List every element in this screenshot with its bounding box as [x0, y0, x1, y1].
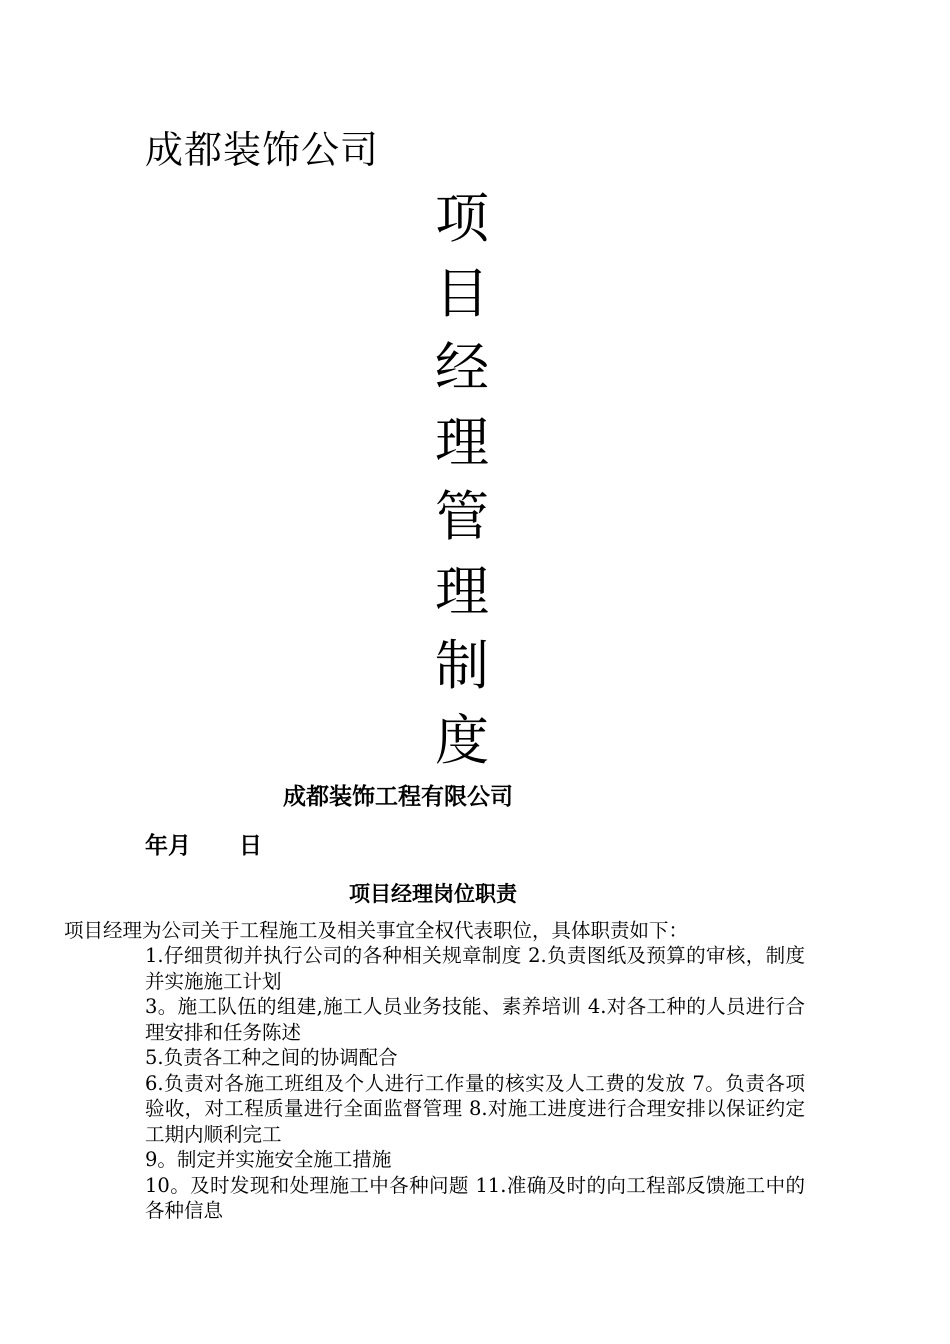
title-char: 经: [435, 336, 489, 399]
title-char: 理: [435, 410, 489, 474]
title-char: 管: [435, 485, 489, 548]
issuing-company: 成都装饰工程有限公司: [283, 784, 513, 810]
intro-paragraph: 项目经理为公司关于工程施工及相关事宜全权代表职位，具体职责如下：: [64, 919, 689, 942]
title-char: 目: [435, 261, 489, 325]
title-char: 项: [435, 187, 489, 250]
company-header: 成都装饰公司: [145, 128, 380, 172]
duty-item: 5.负责各工种之间的协调配合: [145, 1046, 398, 1069]
document-title-vertical: [430, 182, 494, 778]
duty-item: 1.仔细贯彻并执行公司的各种相关规章制度 2.负责图纸及预算的审核，制度并实施施工计划: [145, 944, 805, 993]
title-char: 制: [435, 634, 489, 697]
duty-item: 10。及时发现和处理施工中各种问题 11.准确及时的向工程部反馈施工中的各种信息: [145, 1173, 805, 1222]
section-title: 项目经理岗位职责: [349, 882, 517, 906]
title-char: 理: [435, 559, 489, 623]
duty-item: 3。施工队伍的组建,施工人员业务技能、素养培训 4.对各工种的人员进行合理安排和任务陈述: [145, 995, 805, 1044]
duty-item: 9。制定并实施安全施工措施: [145, 1148, 392, 1171]
title-char: 度: [435, 708, 489, 772]
duty-item: 6.负责对各施工班组及个人进行工作量的核实及人工费的发放 7。负责各项验收，对工程质量进行全面监督管理 8.对施工进度进行合理安排以保证约定工期内顺利完工: [145, 1071, 805, 1146]
duties-list: [145, 943, 805, 1224]
date-line: 年月 日: [145, 833, 263, 859]
